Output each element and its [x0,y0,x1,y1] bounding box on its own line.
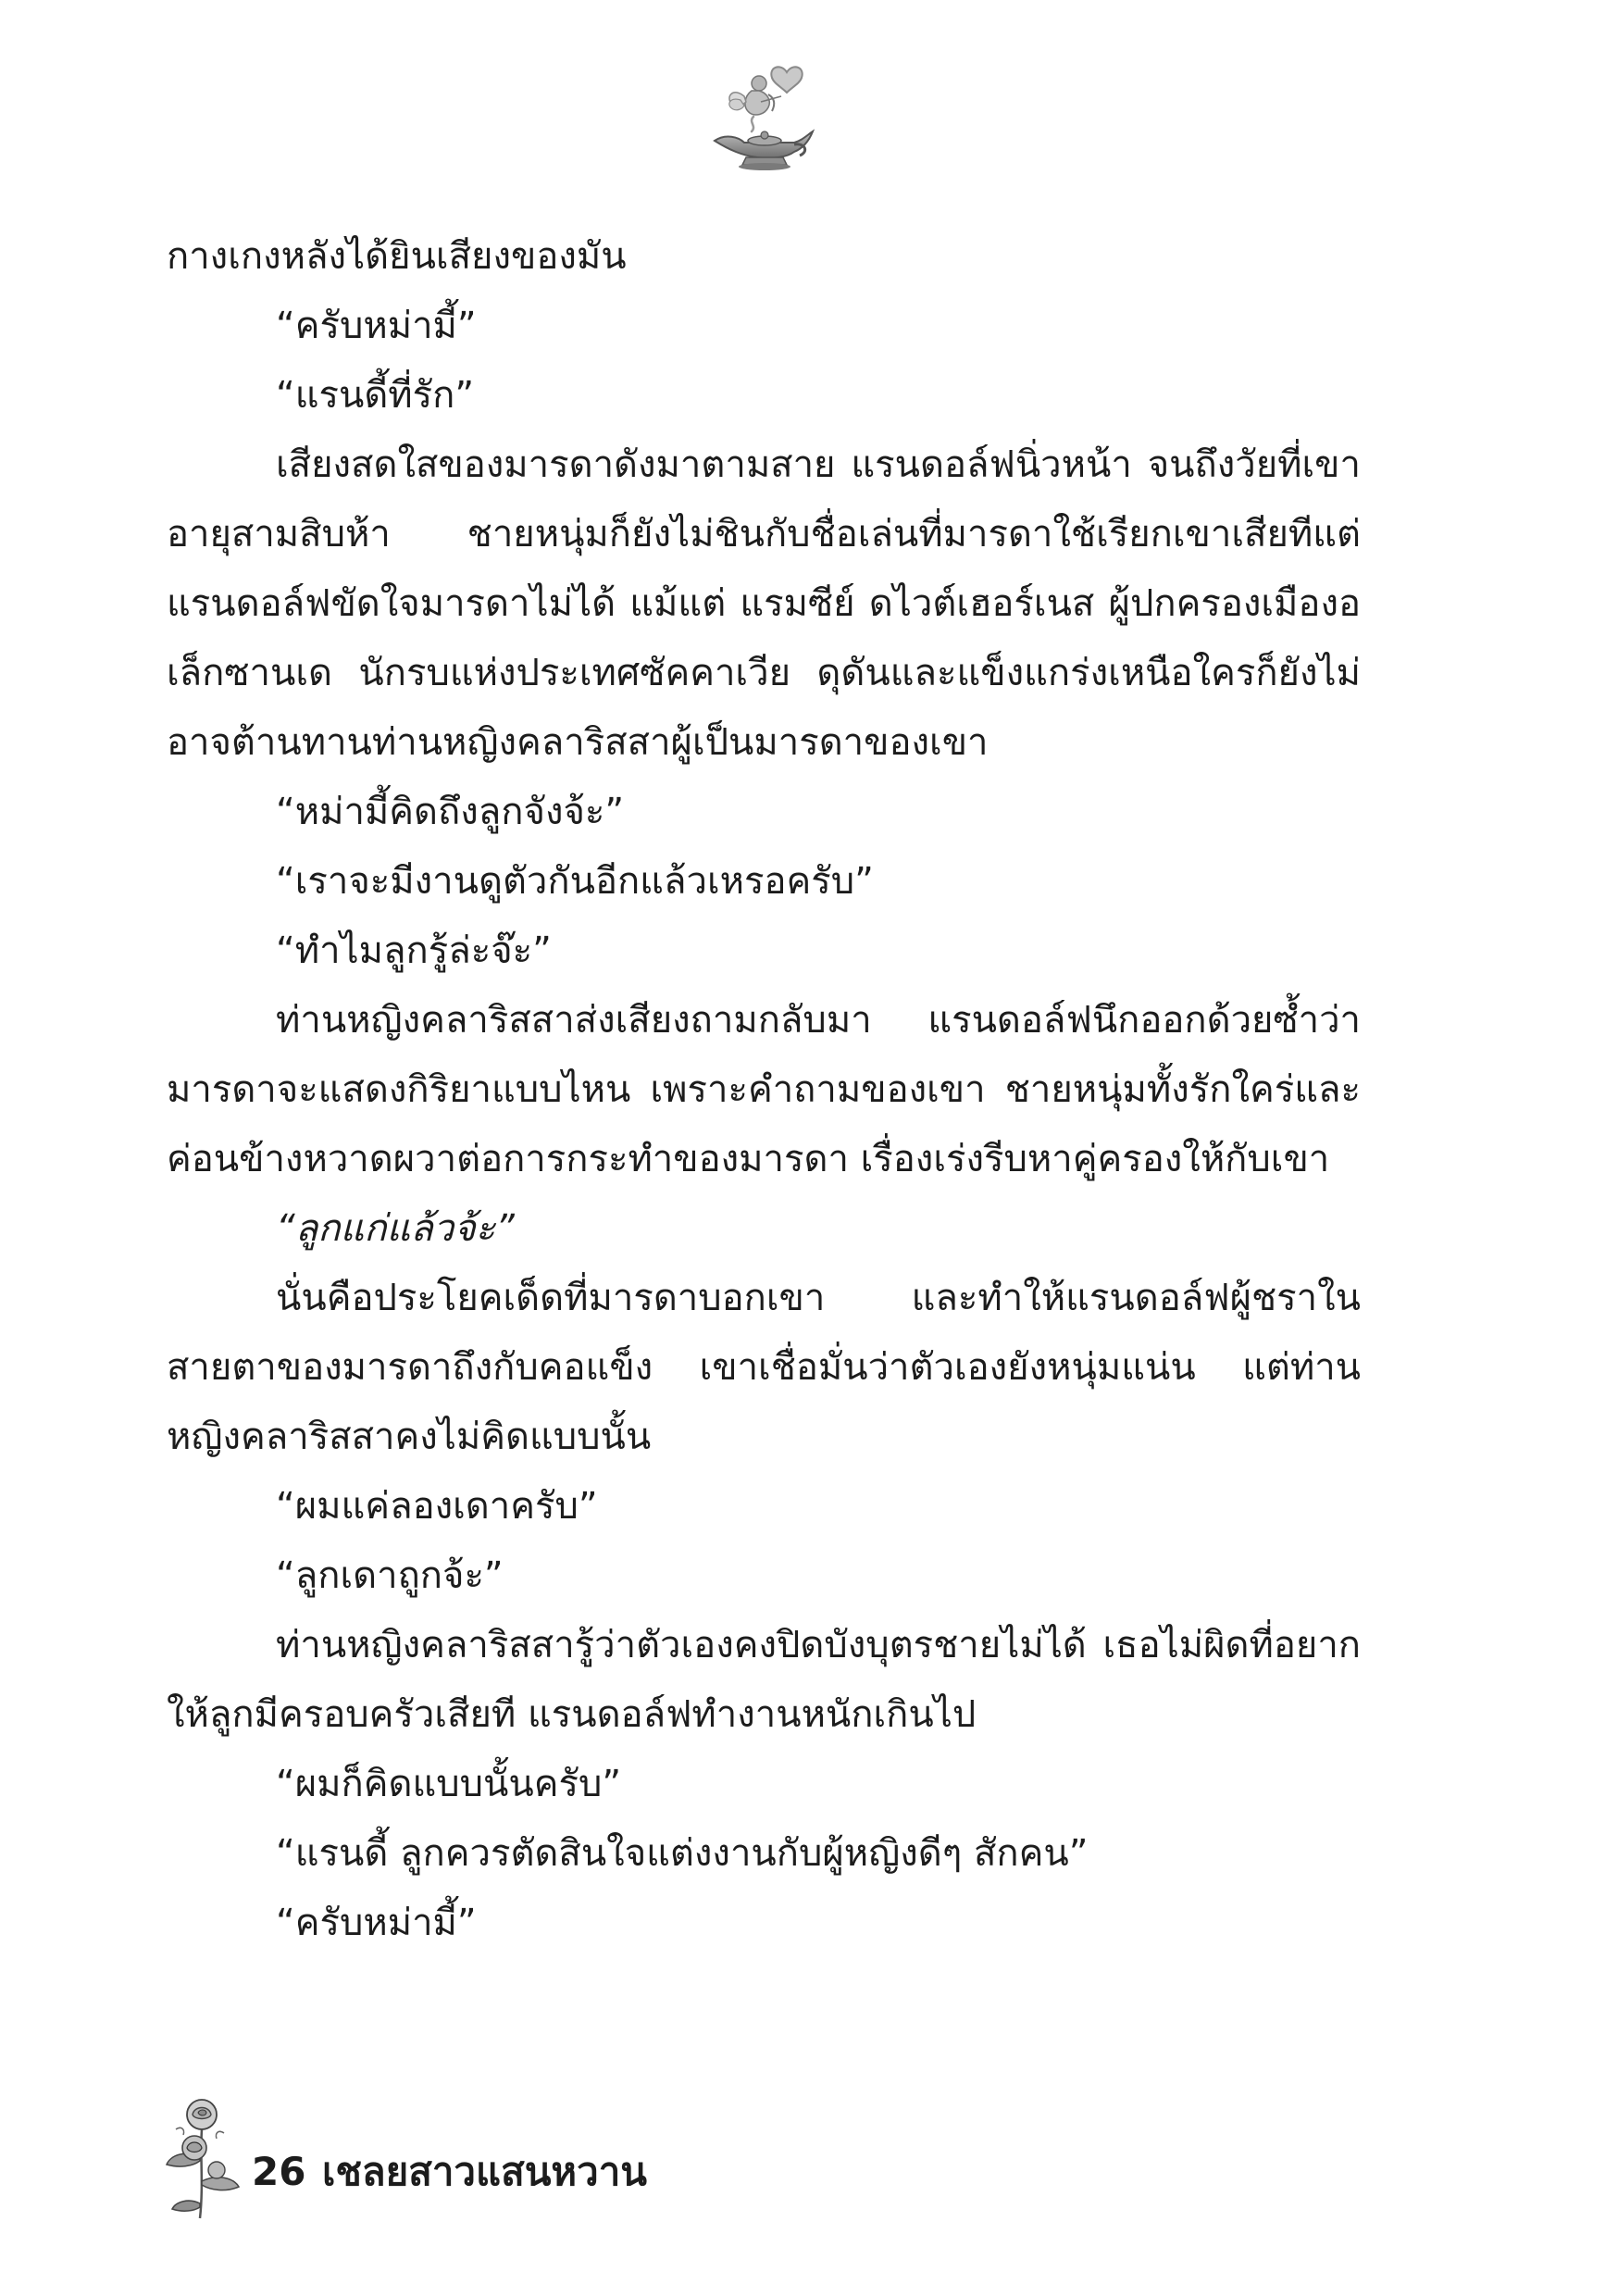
paragraph: “ครับหม่ามี้” [276,305,477,347]
page-footer [157,2092,805,2231]
paragraph: ท่านหญิงคลาริสสาส่งเสียงถามกลับมา แรนดอล์ฟนึกออกด้วยซ้ำว่ามารดาจะแสดงกิริยาแบบไหน เพราะคำถามของเขา ชายหนุ่มทั้งรักใคร่และค่อนข้างหวาดผวาต่อการกระทำของมารดา เรื่องเร่งรีบหาคู่ครองให้กับเขา [167,999,1361,1180]
paragraph: “ลูกเดาถูกจ้ะ” [276,1554,504,1597]
paragraph: “ลูกแก่แล้วจ้ะ” [276,1207,515,1250]
rose-ornament-icon [157,2092,245,2222]
paragraph: “ครับหม่ามี้” [276,1902,477,1944]
paragraph: “ทำไมลูกรู้ล่ะจ๊ะ” [276,930,552,972]
paragraph: เสียงสดใสของมารดาดังมาตามสาย แรนดอล์ฟนิ่วหน้า จนถึงวัยที่เขาอายุสามสิบห้า ชายหนุ่มก็ยังไม่ชินกับชื่อเล่นที่มารดาใช้เรียกเขาเสียทีแต่แรนดอล์ฟขัดใจมารดาไม่ได้ แม้แต่ แรมซีย์ ดไวต์เฮอร์เนส ผู้ปกครองเมืองอเล็กซานเด นักรบแห่งประเทศซัคคาเวีย ดุดันและแข็งแกร่งเหนือใครก็ยังไม่อาจต้านทานท่านหญิงคลาริสสาผู้เป็นมารดาของเขา [167,443,1361,764]
paragraph: กางเกงหลังได้ยินเสียงของมัน [167,235,627,278]
paragraph: “แรนดี้ ลูกควรตัดสินใจแต่งงานกับผู้หญิงดีๆ สักคน” [276,1832,1089,1875]
paragraph: “ผมก็คิดแบบนั้นครับ” [276,1763,622,1805]
paragraph: “เราจะมีงานดูตัวกันอีกแล้วเหรอครับ” [276,860,874,903]
paragraph: นั่นคือประโยคเด็ดที่มารดาบอกเขา และทำให้แรนดอล์ฟผู้ชราในสายตาของมารดาถึงกับคอแข็ง เขาเชื่อมั่นว่าตัวเองยังหนุ่มแน่น แต่ท่านหญิงคลาริสสาคงไม่คิดแบบนั้น [167,1277,1361,1458]
paragraph: ท่านหญิงคลาริสสารู้ว่าตัวเองคงปิดบังบุตรชายไม่ได้ เธอไม่ผิดที่อยากให้ลูกมีครอบครัวเสียที แรนดอล์ฟทำงานหนักเกินไป [167,1624,1361,1736]
body-text [167,222,1361,1958]
cupid-lamp-ornament-icon [698,59,818,180]
paragraph: “ผมแค่ลองเดาครับ” [276,1485,598,1528]
paragraph: “แรนดี้ที่รัก” [276,374,475,417]
paragraph: “หม่ามี้คิดถึงลูกจังจ้ะ” [276,791,625,833]
book-title: เชลยสาวแสนหวาน [322,2149,647,2194]
page-number: 26 [252,2149,306,2194]
